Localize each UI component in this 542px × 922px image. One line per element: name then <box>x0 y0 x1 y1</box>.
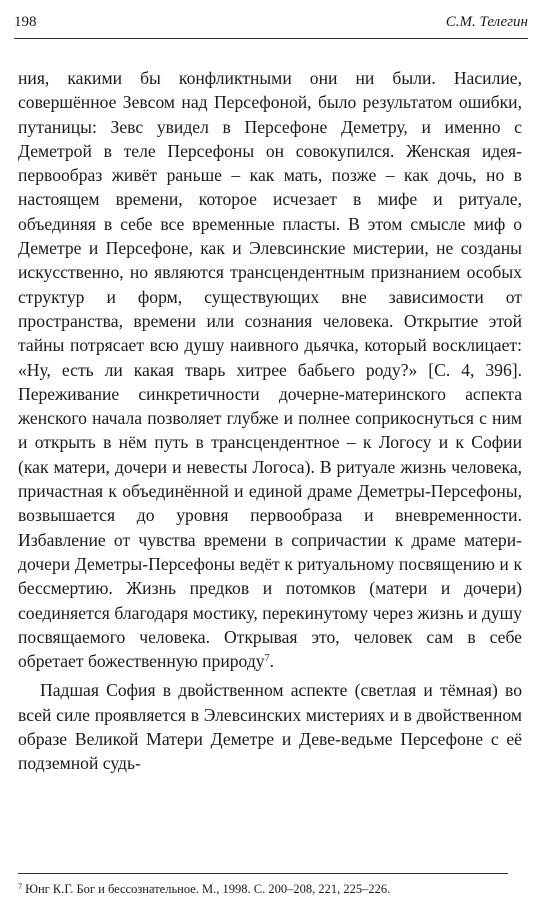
paragraph-1 <box>18 66 522 673</box>
paragraph-1-text: ния, какими бы конфликтными они ни были. Насилие, совершённое Зевсом над Персефоной, было результатом ошибки, путаницы: Зевс увидел в Персефоне Деметру, и именно с Деметрой в теле Персефоны он совокупился. Женская идея-первообраз живёт раньше – как мать, позже – как дочь, но в настоящем времени, которое исчезает в мифе и ритуале, объединяя в себе все временные пласты. В этом смысле миф о Деметре и Персефоне, как и Элевсинские мистерии, не созданы искусственно, но являются трансцендентным признанием особых структур и форм, существующих вне зависимости от пространства, времени или сознания человека. Открытие этой тайны потрясает всю душу наивного дьячка, который восклицает: «Ну, есть ли какая тварь хитрее бабьего роду?» [С. 4, 396]. Переживание синкретичности дочерне-материнского аспекта женского начала позволяет глубже и полнее соприкоснуться с ним и открыть в нём путь в трансцендентное – к Логосу и к Софии (как матери, дочери и невесты Логоса). В ритуале жизнь человека, причастная к объединённой и единой драме Деметры-Персефоны, возвышается до уровня первообраза и вневременности. Избавление от чувства времени в сопричастии к драме матери-дочери Деметры-Персефоны ведёт к ритуальному посвящению и к бессмертию. Жизнь предков и потомков (матери и дочери) соединяется благодаря мостику, перекинутому через жизнь и душу посвящаемого человека. Открывая это, человек сам в себе обретает божественную природу <box>18 68 522 672</box>
footnote <box>18 881 524 897</box>
footnote-reference: 7 <box>264 653 270 665</box>
page-header <box>14 14 528 36</box>
footnote-number: 7 <box>18 882 22 891</box>
paragraph-2-text: Падшая София в двойственном аспекте (светлая и тёмная) во всей силе проявляется в Элевсинских мистериях и в двойственном образе Великой Матери Деметре и Деве-ведьме Персефоне с её подземной судь- <box>18 680 522 774</box>
page-number: 198 <box>14 14 37 30</box>
main-text <box>18 66 522 776</box>
footnote-rule <box>18 873 508 874</box>
paragraph-1-end: . <box>269 651 274 672</box>
paragraph-2 <box>18 678 522 775</box>
footnote-text: Юнг К.Г. Бог и бессознательное. М., 1998. С. 200–208, 221, 225–226. <box>22 882 391 896</box>
running-head-author: С.М. Телегин <box>445 14 528 30</box>
header-rule <box>14 38 528 39</box>
